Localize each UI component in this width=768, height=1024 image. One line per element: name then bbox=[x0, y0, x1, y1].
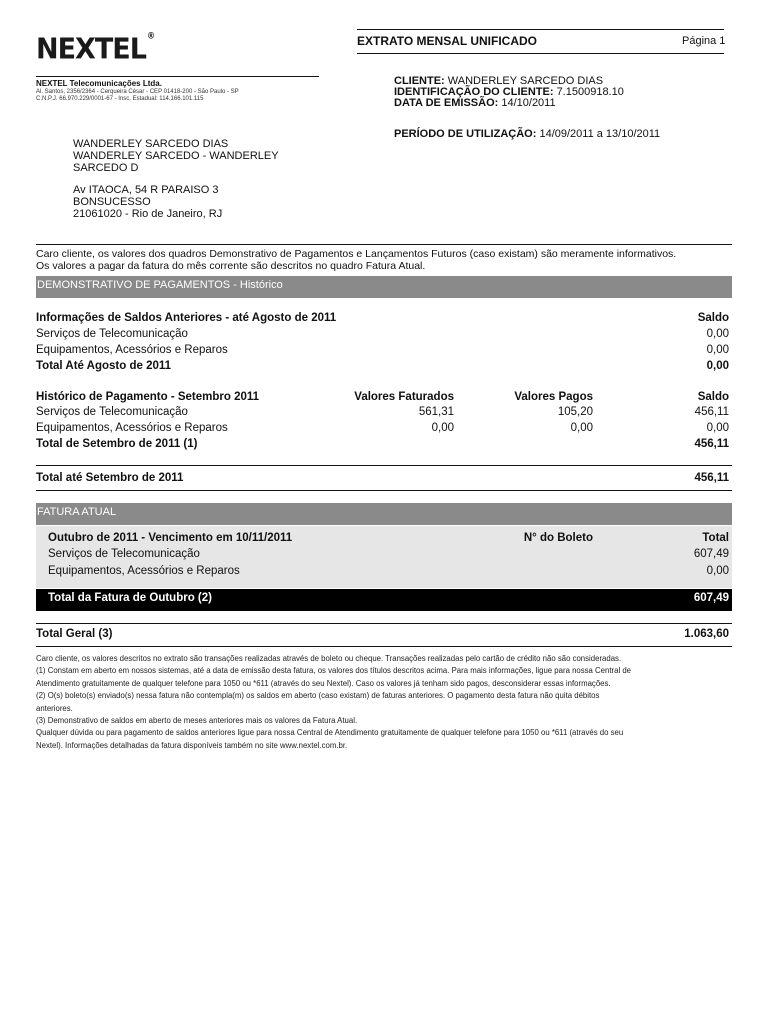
address-line: WANDERLEY SARCEDO DIAS bbox=[73, 138, 229, 150]
table-row: Equipamentos, Acessórios e Reparos 0,00 bbox=[36, 344, 729, 356]
fatura-band: FATURA ATUAL bbox=[36, 503, 732, 525]
table-row: Serviços de Telecomunicação 561,31 105,20 456,11 bbox=[36, 406, 729, 418]
company-address: Al. Santos, 2356/2364 - Cerqueira César - CEP 01418-200 - São Paulo - SP bbox=[36, 89, 239, 95]
section-rule bbox=[36, 465, 732, 466]
address-line: BONSUCESSO bbox=[73, 196, 151, 208]
document-title: EXTRATO MENSAL UNIFICADO bbox=[357, 34, 538, 48]
table-row: Serviços de Telecomunicação 607,49 bbox=[48, 548, 729, 560]
footnotes bbox=[36, 653, 736, 752]
fatura-heading: Outubro de 2011 - Vencimento em 10/11/2011 N° do Boleto Total bbox=[48, 532, 729, 544]
header-top-rule bbox=[357, 29, 724, 30]
section-rule bbox=[36, 623, 732, 624]
table-row: Equipamentos, Acessórios e Reparos 0,00 0,00 0,00 bbox=[36, 422, 729, 434]
info-notice bbox=[36, 248, 736, 272]
total-geral-row: Total Geral (3) 1.063,60 bbox=[36, 628, 729, 640]
footnote-line: Qualquer dúvida ou para pagamento de saldos anteriores ligue para nossa Central de Atendimento gratuitamente de qualquer telefone para 1050 ou *611 (através do seu bbox=[36, 728, 624, 738]
footnote-line: (3) Demonstrativo de saldos em aberto de meses anteriores mais os valores da Fatura Atual. bbox=[36, 716, 358, 726]
demonstrativo-band: DEMONSTRATIVO DE PAGAMENTOS - Histórico bbox=[36, 276, 732, 298]
footnote-line: (1) Constam em aberto em nossos sistemas, até a data de emissão desta fatura, os valores dos títulos descritos acima. Para mais informações, ligue para nossa Central de bbox=[36, 666, 632, 676]
section-rule bbox=[36, 490, 732, 491]
notice-line: Os valores a pagar da fatura do mês corrente são descritos no quadro Fatura Atual. bbox=[36, 260, 426, 272]
table-row: Equipamentos, Acessórios e Reparos 0,00 bbox=[48, 565, 729, 577]
saldos-heading: Informações de Saldos Anteriores - até Agosto de 2011 Saldo bbox=[36, 312, 729, 324]
client-id: IDENTIFICAÇÃO DO CLIENTE: 7.1500918.10 bbox=[394, 86, 624, 98]
footnote-line: Nextel). Informações detalhadas da fatura disponíveis também no site www.nextel.com.br. bbox=[36, 740, 348, 750]
address-line: Av ITAOCA, 54 R PARAISO 3 bbox=[73, 184, 219, 196]
address-line: 21061020 - Rio de Janeiro, RJ bbox=[73, 208, 223, 220]
nextel-logo: NEXTEL® bbox=[36, 31, 154, 66]
table-row: Serviços de Telecomunicação 0,00 bbox=[36, 328, 729, 340]
mailing-address bbox=[73, 184, 222, 220]
company-registry: C.N.P.J. 66.970.229/0001-67 - Insc. Estadual: 114.166.101.115 bbox=[36, 96, 204, 102]
saldos-total-row: Total Até Agosto de 2011 0,00 bbox=[36, 360, 729, 372]
page-number: Página 1 bbox=[682, 35, 726, 47]
header-bottom-rule bbox=[357, 53, 724, 54]
footnote-line: (2) O(s) boleto(s) enviado(s) nessa fatura não contempla(m) os saldos em aberto (caso existam) de faturas anteriores. O pagamento desta fatura não quita débitos bbox=[36, 691, 600, 701]
address-line: WANDERLEY SARCEDO - WANDERLEY bbox=[73, 150, 279, 162]
notice-line: Caro cliente, os valores dos quadros Demonstrativo de Pagamentos e Lançamentos Futuros (caso existam) são meramente informativos. bbox=[36, 248, 677, 260]
mailing-name bbox=[73, 138, 279, 174]
company-name: NEXTEL Telecomunicações Ltda. bbox=[36, 79, 162, 88]
company-rule bbox=[36, 76, 319, 77]
fatura-total-bar: Total da Fatura de Outubro (2) 607,49 bbox=[36, 589, 732, 611]
historico-total-row: Total de Setembro de 2011 (1) 456,11 bbox=[36, 438, 729, 450]
issue-date: DATA DE EMISSÃO: 14/10/2011 bbox=[394, 97, 556, 109]
footnote-line: Caro cliente, os valores descritos no extrato são transações realizadas através de boleto ou cheque. Transações realizadas pelo cartão de crédito não são consideradas. bbox=[36, 654, 622, 663]
usage-period: PERÍODO DE UTILIZAÇÃO: 14/09/2011 a 13/10/2011 bbox=[394, 128, 661, 140]
client-name: CLIENTE: WANDERLEY SARCEDO DIAS bbox=[394, 75, 604, 87]
address-line: SARCEDO D bbox=[73, 162, 139, 174]
historico-heading: Histórico de Pagamento - Setembro 2011 Valores Faturados Valores Pagos Saldo bbox=[36, 391, 729, 403]
footnote-line: anteriores. bbox=[36, 703, 73, 713]
notice-rule bbox=[36, 244, 732, 245]
footnote-line: Atendimento gratuitamente de qualquer telefone para 1050 ou *611 (através do seu Nextel). Caso os valores já tenham sido pagos, desconsiderar essas informações. bbox=[36, 678, 611, 688]
section-rule bbox=[36, 646, 732, 647]
total-ate-row: Total até Setembro de 2011 456,11 bbox=[36, 472, 729, 484]
